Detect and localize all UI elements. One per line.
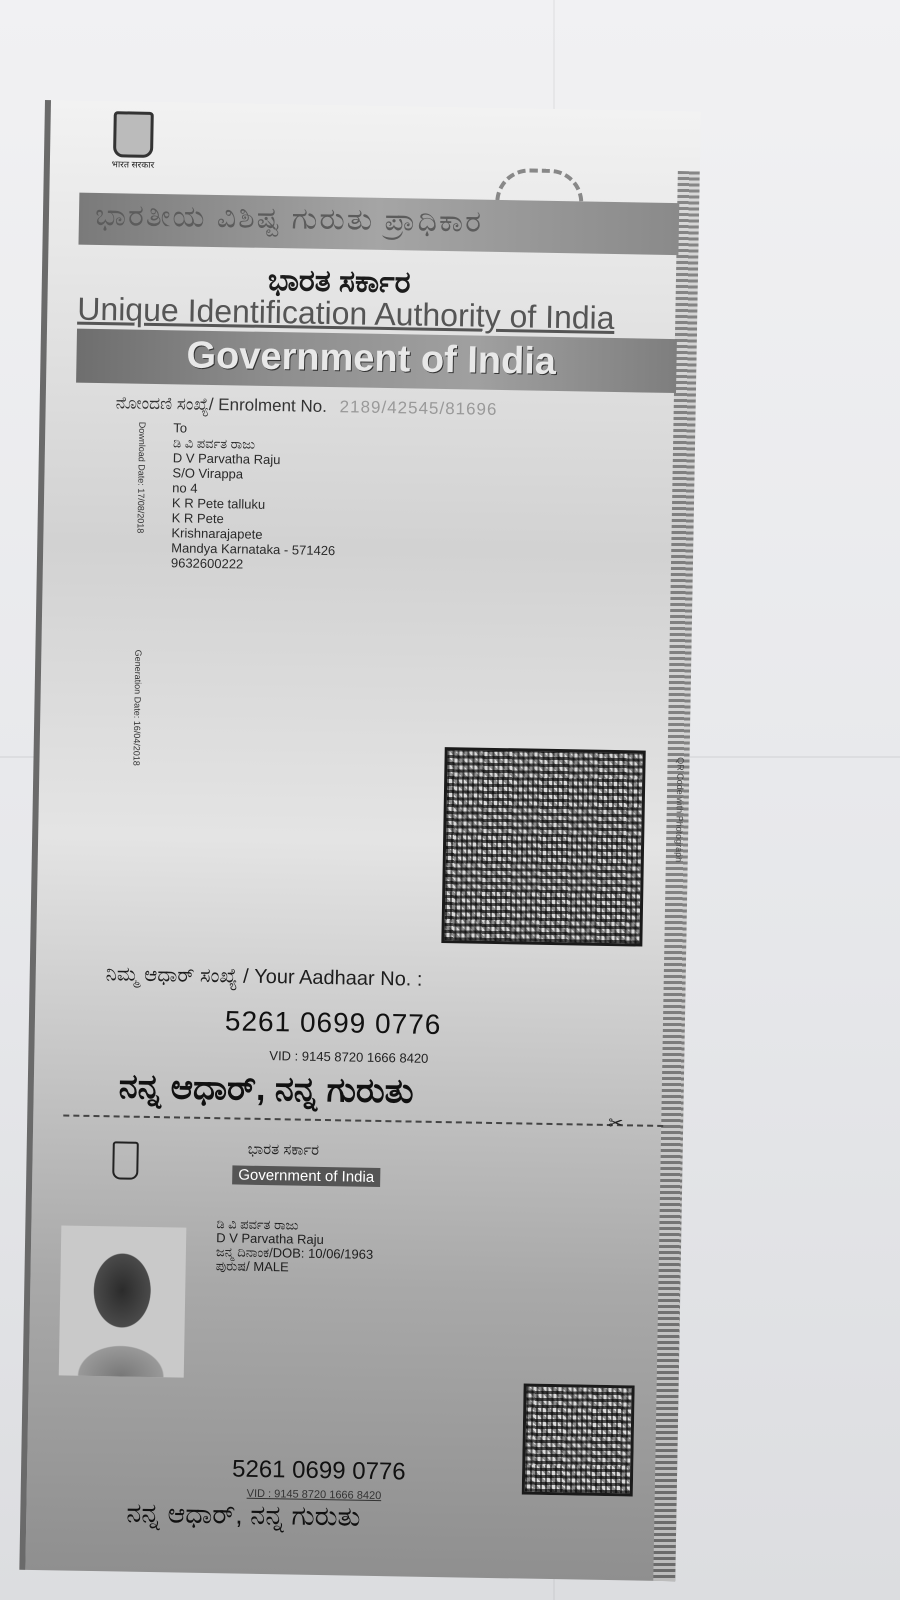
- card-tagline: ನನ್ನ ಆಧಾರ್, ನನ್ನ ಗುರುತು: [126, 1497, 361, 1532]
- card-aadhaar-number: 5261 0699 0776: [231, 1455, 406, 1486]
- address-line: ಡಿ ವಿ ಪರ್ವತ ರಾಜು: [172, 435, 256, 452]
- card-qr-code: [522, 1384, 635, 1497]
- card-govt-english: Government of India: [232, 1165, 380, 1187]
- header-band-top: [78, 193, 679, 255]
- address-line: Mandya Karnataka - 571426: [171, 540, 336, 559]
- address-line: S/O Virappa: [172, 465, 244, 482]
- govt-english-title: Government of India: [186, 334, 557, 383]
- uidai-kannada: ಭಾರತೀಯ ವಿಶಿಷ್ಟ ಗುರುತು ಪ್ರಾಧಿಕಾರ: [94, 198, 484, 239]
- holder-photo: [59, 1225, 187, 1377]
- qr-caption: QR Code with Photograph: [673, 757, 686, 863]
- holder-dob: ಜನ್ಮ ದಿನಾಂಕ/DOB: 10/06/1963: [215, 1244, 374, 1262]
- qr-code: [441, 747, 645, 946]
- vid-number: VID : 9145 8720 1666 8420: [269, 1048, 429, 1066]
- uidai-english: Unique Identification Authority of India: [77, 290, 615, 336]
- aadhaar-letter: [19, 100, 701, 1581]
- fingerprint-icon: [495, 168, 584, 204]
- download-date: Download Date: 17/08/2018: [135, 421, 148, 534]
- aadhaar-number-label: ನಿಮ್ಮ ಆಧಾರ್ ಸಂಖ್ಯೆ / Your Aadhaar No. :: [105, 963, 423, 991]
- address-block: [171, 420, 338, 573]
- address-line: D V Parvatha Raju: [172, 450, 281, 468]
- cut-line: [63, 1114, 663, 1126]
- holder-details: [216, 1217, 374, 1276]
- scissors-icon: ✂: [608, 1112, 624, 1134]
- address-line: no 4: [172, 480, 198, 496]
- national-emblem-icon: [110, 111, 157, 182]
- enrolment-number: 2189/42545/81696: [339, 397, 498, 419]
- address-line: 9632600222: [170, 555, 244, 572]
- enrolment-line: [116, 393, 498, 420]
- card-govt-kannada: ಭಾರತ ಸರ್ಕಾರ: [247, 1140, 320, 1159]
- address-line: To: [173, 420, 188, 436]
- holder-name-kannada: ಡಿ ವಿ ಪರ್ವತ ರಾಜು: [216, 1216, 299, 1233]
- generation-date: Generation Date: 16/04/2018: [131, 649, 144, 766]
- aadhaar-number: 5261 0699 0776: [224, 1005, 442, 1041]
- address-line: K R Pete talluku: [171, 495, 266, 512]
- tagline: ನನ್ನ ಆಧಾರ್, ನನ್ನ ಗುರುತು: [118, 1067, 414, 1111]
- card-vid-number: VID : 9145 8720 1666 8420: [246, 1487, 382, 1503]
- govt-kannada-title: ಭಾರತ ಸರ್ಕಾರ: [267, 263, 411, 300]
- header-band-bottom: [76, 329, 677, 393]
- holder-gender: ಪುರುಷ/ MALE: [215, 1258, 289, 1275]
- address-line: Krishnarajapete: [171, 525, 263, 542]
- address-line: K R Pete: [171, 510, 224, 527]
- emblem-caption: भारत सरकार: [111, 159, 155, 170]
- holder-name: D V Parvatha Raju: [216, 1230, 324, 1248]
- national-emblem-small-icon: [112, 1141, 139, 1179]
- enrolment-label: ನೋಂದಣಿ ಸಂಖ್ಯೆ/ Enrolment No.: [115, 393, 328, 416]
